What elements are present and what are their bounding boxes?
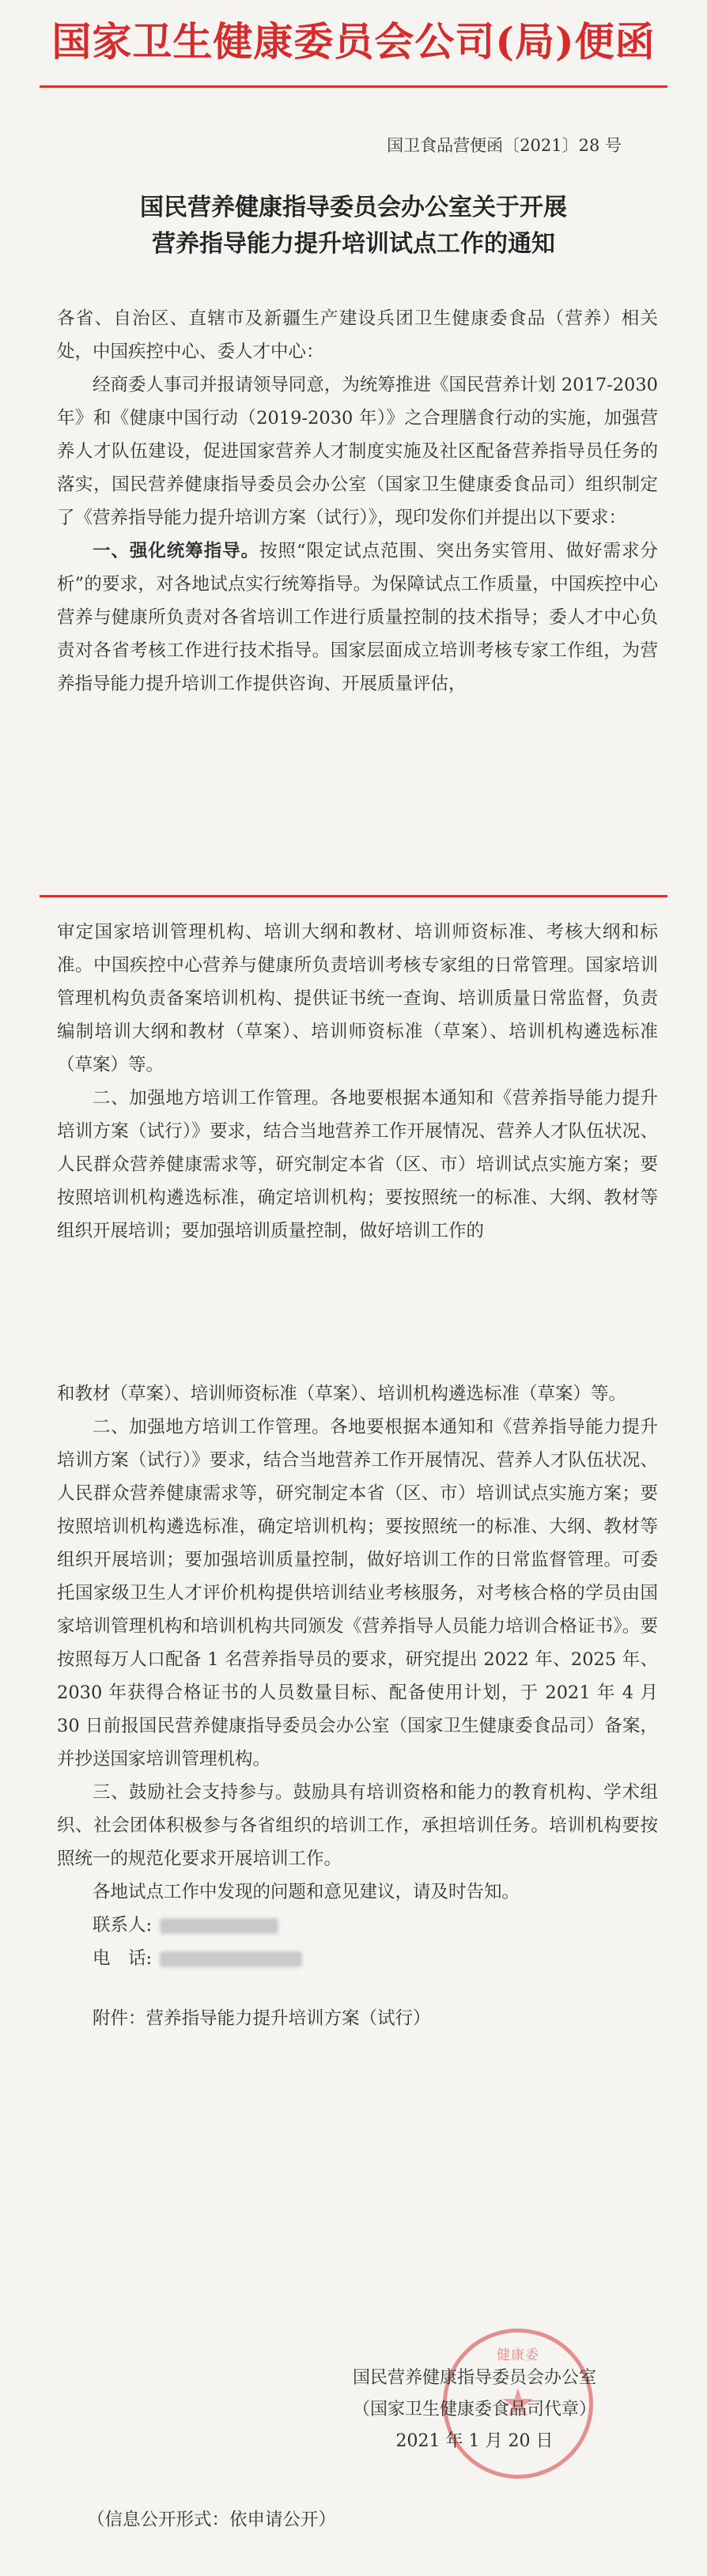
- section-1-text-a: 按照“限定试点范围、突出务实管用、做好需求分析”的要求，对各地试点实行统筹指导。为保障试点工作质量，中国疾控中心营养与健康所负责对各省培训工作进行质量控制的技术指导；委人才中心负责对各省考核工作进行技术指导。国家层面成立培训考核专家工作组，为营养指导能力提升培训工作提供咨询、开展质量评估，: [57, 541, 658, 694]
- notice-title: [47, 190, 660, 263]
- signature-block: [353, 2363, 596, 2457]
- body-page-1: [57, 302, 658, 701]
- disclosure-note: （信息公开形式：依申请公开）: [87, 2510, 337, 2530]
- section-3-text: 鼓励具有培训资格和能力的教育机构、学术组织、社会团体积极参与各省组织的培训工作，承担培训任务。培训机构要按照统一的规范化要求开展培训工作。: [57, 1782, 658, 1869]
- section-2b-text: 各地要根据本通知和《营养指导能力提升培训方案（试行）》要求，结合当地营养工作开展情况、营养人才队伍状况、人民群众营养健康需求等，研究制定本省（区、市）培训试点实施方案；要按照培训机构遴选标准，确定培训机构；要按照统一的标准、大纲、教材等组织开展培训；要加强培训质量控制，做好培训工作的日常监督管理。可委托国家级卫生人才评价机构提供培训结业考核服务，对考核合格的学员由国家培训管理机构和培训机构共同颁发《营养指导人员能力培训合格证书》。要按照每万人口配备 1 名营养指导员的要求，研究提出 2022 年、2025 年、2030 年获得合格证书的人员数量目标、配备使用计划，于 2021 年 4 月 30 日前报国民营养健康指导委员会办公室（国家卫生健康委食品司）备案，并抄送国家培训管理机构。: [57, 1417, 658, 1770]
- recipients: 各省、自治区、直辖市及新疆生产建设兵团卫生健康委食品（营养）相关处，中国疾控中心、委人才中心：: [57, 308, 658, 362]
- attachment-line: 附件：营养指导能力提升培训方案（试行）: [93, 2008, 431, 2029]
- intro-paragraph: 经商委人事司并报请领导同意，为统筹推进《国民营养计划 2017-2030 年》和《健康中国行动（2019-2030 年）》之合理膳食行动的实施，加强营养人才队伍建设，促进国家营养人才制度实施及社区配备营养指导员任务的落实，国民营养健康指导委员会办公室（国家卫生健康委食品司）组织制定了《营养指导能力提升培训方案（试行）》，现印发你们并提出以下要求：: [57, 375, 658, 528]
- body-page-3: [57, 1377, 658, 2035]
- seal-text: 健康委: [497, 2347, 539, 2363]
- letterhead-red-line: [40, 85, 667, 88]
- phone-line: [57, 1942, 658, 1975]
- signature-date: 2021 年 1 月 20 日: [395, 2431, 554, 2451]
- section-3-paragraph: [57, 1776, 658, 1875]
- body-page-2: [57, 916, 658, 1248]
- title-line-1: 国民营养健康指导委员会办公室关于开展: [140, 194, 567, 221]
- redacted-phone-numbers: [160, 1951, 302, 1967]
- section-2b-paragraph: [57, 1411, 658, 1776]
- repeated-text: 和教材（草案）、培训师资标准（草案）、培训机构遴选标准（草案）等。: [57, 1384, 627, 1404]
- feedback-text: 各地试点工作中发现的问题和意见建议，请及时告知。: [93, 1882, 520, 1902]
- section-2b-heading: 二、加强地方培训工作管理。: [93, 1417, 331, 1437]
- section-1-text-b: 审定国家培训管理机构、培训大纲和教材、培训师资标准、考核大纲和标准。中国疾控中心营养与健康所负责培训考核专家组的日常管理。国家培训管理机构负责备案培训机构、提供证书统一查询、培训质量日常监督，负责编制培训大纲和教材（草案）、培训师资标准（草案）、培训机构遴选标准（草案）等。: [57, 922, 658, 1075]
- section-2a-paragraph: [57, 1082, 658, 1248]
- title-line-2: 营养指导能力提升培训试点工作的通知: [152, 230, 555, 258]
- section-1-heading: 一、强化统筹指导。: [93, 541, 260, 561]
- section-1-paragraph: [57, 534, 658, 701]
- contact-label: 联系人:: [93, 1915, 153, 1936]
- signature-department: （国家卫生健康委食品司代章）: [352, 2400, 596, 2419]
- section-2a-heading: 二、加强地方培训工作管理。: [93, 1088, 331, 1109]
- page-divider-line: [40, 895, 667, 897]
- document-number: 国卫食品营便函〔2021〕28 号: [387, 136, 622, 155]
- section-3-heading: 三、鼓励社会支持参与。: [93, 1782, 293, 1803]
- contact-line: [57, 1909, 658, 1942]
- phone-label: 电 话:: [93, 1948, 153, 1969]
- section-2a-text: 各地要根据本通知和《营养指导能力提升培训方案（试行）》要求，结合当地营养工作开展情况、营养人才队伍状况、人民群众营养健康需求等，研究制定本省（区、市）培训试点实施方案；要按照培训机构遴选标准，确定培训机构；要按照统一的标准、大纲、教材等组织开展培训；要加强培训质量控制，做好培训工作的: [57, 1088, 658, 1241]
- redacted-contact-names: [160, 1918, 278, 1934]
- signature-organization: 国民营养健康指导委员会办公室: [352, 2368, 596, 2388]
- letterhead-title: 国家卫生健康委员会公司(局)便函: [51, 18, 656, 65]
